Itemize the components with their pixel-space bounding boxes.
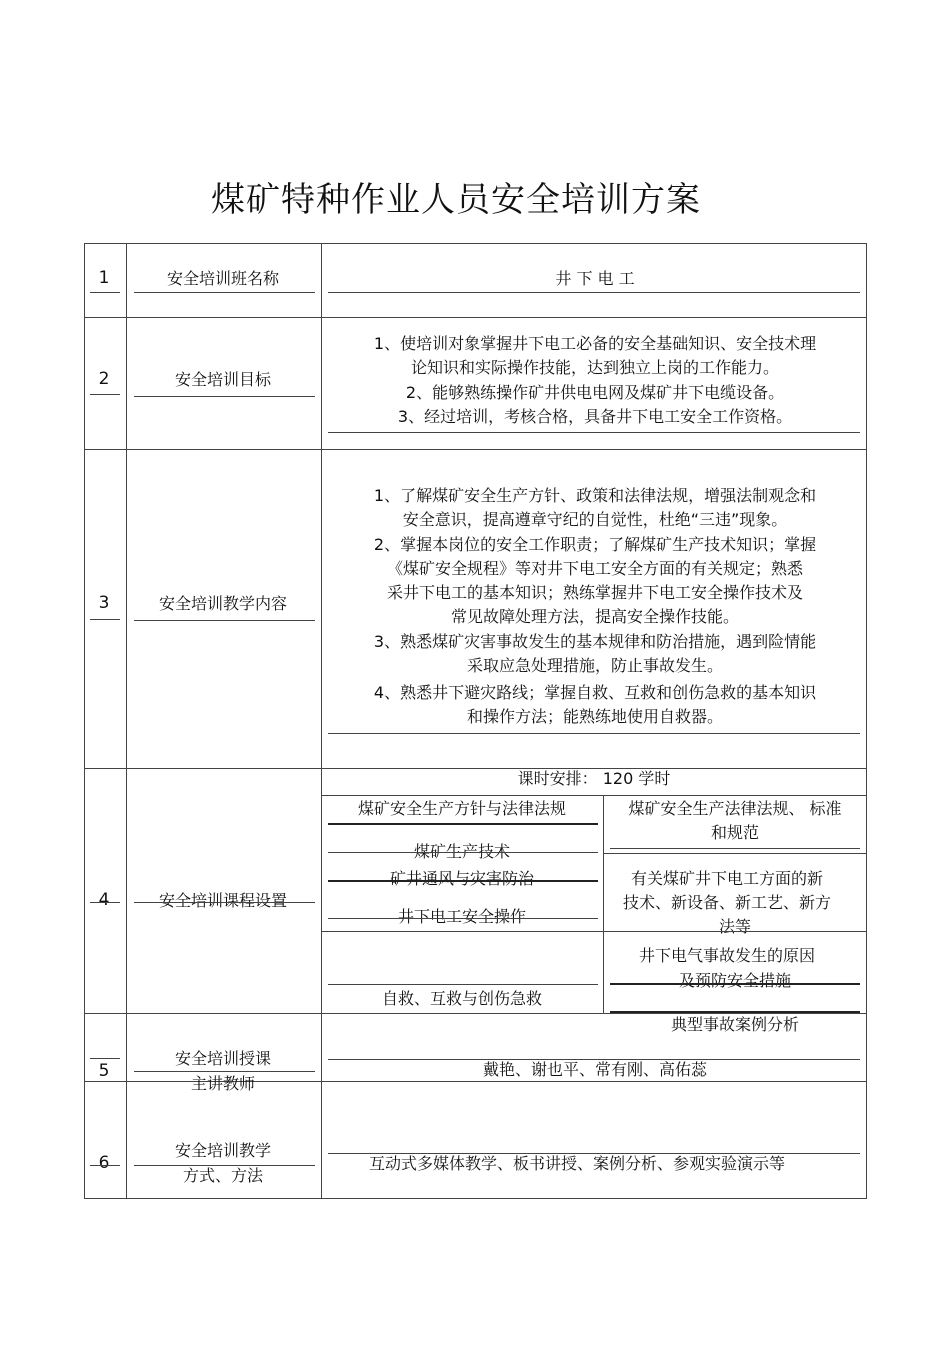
course-item: 井下电气事故发生的原因 — [638, 946, 815, 965]
content-line: 常见故障处理方法，提高安全操作技能。 — [450, 607, 739, 626]
underline — [90, 292, 120, 293]
course-item: 自救、互救与创伤急救 — [381, 989, 542, 1008]
goal-line: 1、使培训对象掌握井下电工必备的安全基础知识、安全技术理 — [373, 334, 817, 353]
row-number: 4 — [98, 890, 110, 910]
underline — [328, 292, 860, 293]
page-title: 煤矿特种作业人员安全培训方案 — [211, 180, 701, 220]
row-divider — [604, 853, 867, 854]
underline — [134, 620, 315, 621]
row-number: 6 — [98, 1153, 110, 1173]
row-label: 主讲教师 — [190, 1074, 255, 1093]
course-item: 煤矿安全生产法律法规、 标准 — [628, 799, 842, 818]
content-line: 1、了解煤矿安全生产方针、政策和法律法规，增强法制观念和 — [373, 486, 817, 505]
course-item: 法等 — [718, 917, 751, 936]
row-divider — [321, 931, 604, 932]
row-label: 安全培训教学内容 — [158, 594, 287, 613]
underline — [134, 396, 315, 397]
row-label: 安全培训授课 — [174, 1049, 271, 1068]
content-line: 4、熟悉井下避灾路线；掌握自救、互救和创伤急救的基本知识 — [373, 683, 817, 702]
course-item: 和规范 — [710, 823, 759, 842]
content-line: 《煤矿安全规程》等对井下电工安全方面的有关规定；熟悉 — [386, 559, 803, 578]
content-line: 安全意识，提高遵章守纪的自觉性，杜绝“三违”现象。 — [402, 510, 788, 529]
row-divider — [604, 931, 867, 932]
content-line: 3、熟悉煤矿灾害事故发生的基本规律和防治措施，遇到险情能 — [373, 632, 817, 651]
course-item: 井下电工安全操作 — [397, 907, 526, 926]
underline — [90, 902, 120, 903]
content-line: 和操作方法；能熟练地使用自救器。 — [466, 707, 723, 726]
row-label: 安全培训目标 — [174, 370, 271, 389]
content-line: 2、掌握本岗位的安全工作职责；了解煤矿生产技术知识；掌握 — [373, 535, 817, 554]
row-number: 5 — [98, 1061, 110, 1081]
column-divider — [321, 243, 322, 1199]
row-divider — [84, 449, 867, 450]
course-item: 有关煤矿井下电工方面的新 — [630, 869, 823, 888]
course-item: 矿井通风与灾害防治 — [389, 869, 534, 888]
content-line: 采井下电工的基本知识；熟练掌握井下电工安全操作技术及 — [386, 583, 803, 602]
row-label: 方式、方法 — [182, 1166, 263, 1185]
course-item: 典型事故案例分析 — [670, 1015, 799, 1034]
training-class-name: 井 下 电 工 — [555, 269, 635, 288]
underline — [328, 880, 598, 882]
row-label: 安全培训班名称 — [166, 269, 279, 288]
underline — [610, 983, 860, 985]
row-divider — [321, 795, 867, 796]
underline — [328, 918, 598, 919]
row-number: 1 — [98, 268, 110, 288]
underline — [610, 848, 860, 849]
column-divider — [126, 243, 127, 1199]
underline — [134, 292, 315, 293]
course-item: 煤矿安全生产方针与法律法规 — [357, 799, 566, 818]
goal-line: 3、经过培训，考核合格，具备井下电工安全工作资格。 — [397, 407, 793, 426]
row-number: 3 — [98, 593, 110, 613]
underline — [328, 733, 860, 734]
row-divider — [84, 317, 867, 318]
teaching-methods: 互动式多媒体教学、板书讲授、案例分析、参观实验演示等 — [368, 1154, 785, 1173]
course-item: 及预防安全措施 — [678, 971, 791, 990]
row-label: 安全培训课程设置 — [158, 891, 287, 910]
underline — [134, 902, 315, 903]
course-hours: 课时安排： 120 学时 — [517, 769, 671, 788]
underline — [90, 1165, 120, 1166]
row-number: 2 — [98, 369, 110, 389]
underline — [328, 984, 598, 985]
goal-line: 2、能够熟练操作矿井供电电网及煤矿井下电缆设备。 — [405, 383, 785, 402]
row-label: 安全培训教学 — [174, 1141, 271, 1160]
goal-line: 论知识和实际操作技能，达到独立上岗的工作能力。 — [410, 358, 779, 377]
underline — [90, 1058, 120, 1059]
course-item: 煤矿生产技术 — [413, 842, 510, 861]
content-line: 采取应急处理措施，防止事故发生。 — [466, 656, 723, 675]
underline — [90, 394, 120, 395]
lecturers: 戴艳、谢也平、常有刚、高佑蕊 — [482, 1060, 707, 1079]
underline — [90, 619, 120, 620]
course-item: 技术、新设备、新工艺、新方 — [622, 893, 831, 912]
underline — [328, 823, 598, 825]
underline — [328, 852, 598, 853]
underline — [328, 432, 860, 433]
